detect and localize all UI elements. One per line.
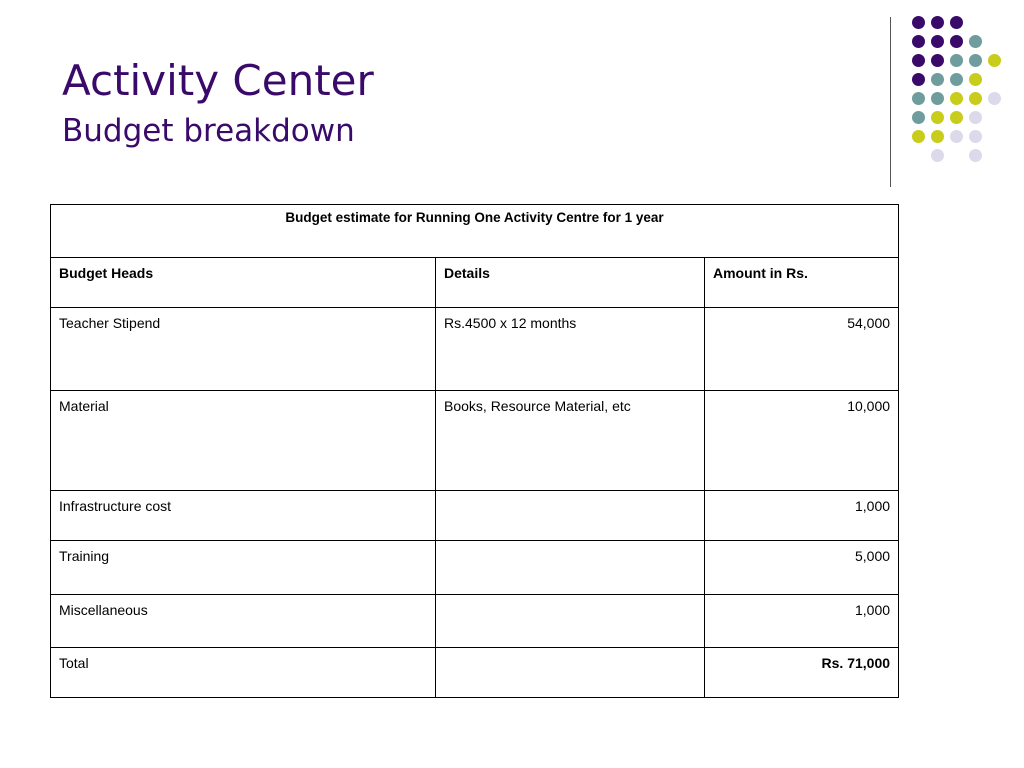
decorative-dot-icon <box>912 54 925 67</box>
details-cell: Rs.4500 x 12 months <box>436 308 705 391</box>
decorative-dot-icon <box>950 92 963 105</box>
decorative-dot-icon <box>950 35 963 48</box>
decorative-dot-icon <box>912 16 925 29</box>
decorative-dot-icon <box>931 16 944 29</box>
decorative-dot-icon <box>969 149 982 162</box>
decorative-dot-icon <box>931 54 944 67</box>
decorative-dot-icon <box>950 16 963 29</box>
decorative-dot-icon <box>931 149 944 162</box>
decorative-dot-icon <box>969 35 982 48</box>
table-row <box>51 308 899 391</box>
decorative-dot-icon <box>931 92 944 105</box>
total-details-cell <box>436 648 705 698</box>
decorative-dot-icon <box>950 54 963 67</box>
decorative-dot-icon <box>988 54 1001 67</box>
decorative-dot-icon <box>912 92 925 105</box>
decorative-dot-icon <box>912 130 925 143</box>
amount-cell: 1,000 <box>705 491 899 541</box>
details-cell <box>436 595 705 648</box>
vertical-divider <box>890 17 891 187</box>
decorative-dot-icon <box>950 111 963 124</box>
details-cell <box>436 491 705 541</box>
decorative-dot-icon <box>931 111 944 124</box>
slide-title: Activity Center <box>62 56 374 105</box>
decorative-dot-icon <box>912 73 925 86</box>
total-amount-cell: Rs. 71,000 <box>705 648 899 698</box>
column-header-details: Details <box>436 258 705 308</box>
amount-cell: 5,000 <box>705 541 899 595</box>
amount-cell: 1,000 <box>705 595 899 648</box>
table-row <box>51 595 899 648</box>
budget-table <box>50 204 899 698</box>
table-row <box>51 491 899 541</box>
budget-head-cell: Teacher Stipend <box>51 308 436 391</box>
details-cell <box>436 541 705 595</box>
amount-cell: 10,000 <box>705 391 899 491</box>
decorative-dot-icon <box>950 130 963 143</box>
decorative-dot-icon <box>969 54 982 67</box>
details-cell: Books, Resource Material, etc <box>436 391 705 491</box>
column-header-amount: Amount in Rs. <box>705 258 899 308</box>
decorative-dot-icon <box>931 73 944 86</box>
table-total-row <box>51 648 899 698</box>
table-caption: Budget estimate for Running One Activity Centre for 1 year <box>51 205 899 258</box>
budget-head-cell: Material <box>51 391 436 491</box>
decorative-dot-icon <box>912 35 925 48</box>
slide-subtitle: Budget breakdown <box>62 113 355 149</box>
decorative-dot-icon <box>931 130 944 143</box>
decorative-dot-icon <box>969 73 982 86</box>
budget-head-cell: Miscellaneous <box>51 595 436 648</box>
amount-cell: 54,000 <box>705 308 899 391</box>
total-label-cell: Total <box>51 648 436 698</box>
decorative-dot-icon <box>969 92 982 105</box>
decorative-dot-icon <box>931 35 944 48</box>
table-header-row <box>51 258 899 308</box>
budget-head-cell: Infrastructure cost <box>51 491 436 541</box>
table-row <box>51 391 899 491</box>
decorative-dot-icon <box>969 111 982 124</box>
budget-head-cell: Training <box>51 541 436 595</box>
decorative-dot-icon <box>988 92 1001 105</box>
table-row <box>51 541 899 595</box>
column-header-budget-heads: Budget Heads <box>51 258 436 308</box>
decorative-dot-icon <box>950 73 963 86</box>
decorative-dot-icon <box>969 130 982 143</box>
decorative-dot-icon <box>912 111 925 124</box>
table-caption-row <box>51 205 899 258</box>
